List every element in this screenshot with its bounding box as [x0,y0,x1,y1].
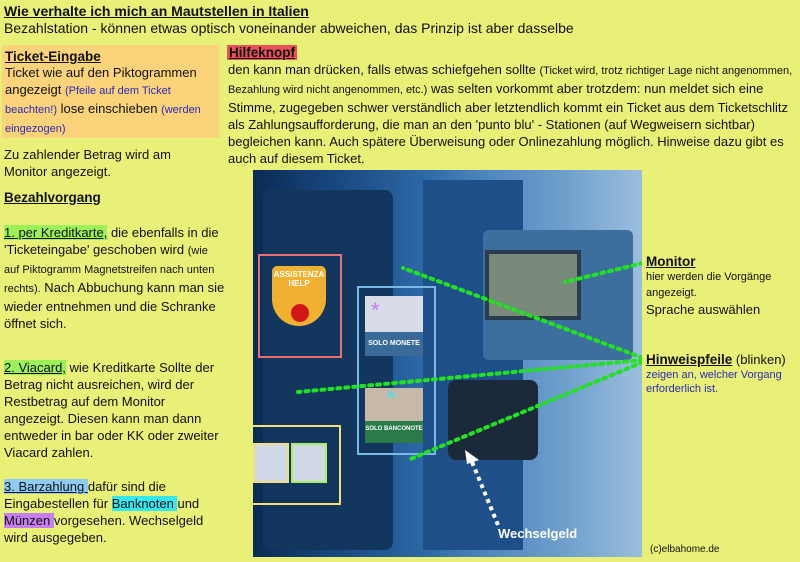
monitor-heading: Monitor [646,254,696,269]
cash-label: 3. Barzahlung [4,479,88,494]
help-text [228,61,798,167]
ticket-text: Ticket wie auf den Piktogrammen angezeigt [5,65,197,97]
page-title: Wie verhalte ich mich an Mautstellen in Italien [4,3,309,19]
coin-slot-label: SOLO MONETE [365,296,423,356]
change-pointer [470,457,498,525]
credit-card-label: 1. per Kreditkarte, [4,225,108,240]
monitor-pointer [565,263,642,282]
credit-card-text2: Nach Abbuchung kann man sie wieder entnehmen und die Schranke öffnet sich. [4,280,225,331]
payment-viacard [4,359,226,461]
cash-text3: vorgesehen. Wechselgeld wird ausgegeben. [4,513,204,545]
change-label: Wechselgeld [498,526,578,541]
banknotes-label: Banknoten [111,496,178,511]
help-button[interactable]: ASSISTENZA HELP [272,266,326,326]
banknote-slot-label: SOLO BANCONOTE [365,388,423,443]
copyright: (c)elbahome.de [650,544,720,555]
viacard-text: wie Kreditkarte Sollte der Betrag nicht ausreichen, wird der Restbetrag auf dem Monitor angezeigt. Diesen kann man dann entweder in bar oder KK oder zweiter Viacard zahlen. [4,360,219,460]
monitor-text: hier werden die Vorgänge angezeigt. [646,271,772,299]
cash-text: dafür sind die Eingabestellen für [4,479,166,511]
arrows-blink: (blinken) [732,352,786,367]
coin-asterisk-icon: * [371,298,380,323]
ticket-note2: (werden eingezogen) [5,104,201,135]
change-arrowhead-icon [465,450,479,464]
coins-label: Münzen [4,513,54,528]
help-note: (Ticket wird, trotz richtiger Lage nicht angenommen, Bezahlung wird nicht angenommen, etc.) [228,65,793,96]
arrows-text: zeigen an, welcher Vorgang erforderlich ist. [646,369,782,395]
subtitle: Bezahlstation - können etwas optisch voneinander abweichen, das Prinzip ist aber dasselbe [4,20,574,36]
ticket-heading: Ticket-Eingabe [5,49,101,64]
hint-arrow-pointer-2 [298,360,642,392]
help-heading: Hilfeknopf [229,45,295,60]
viacard-label: 2. Viacard, [4,360,66,375]
cash-text2: und [177,496,200,511]
credit-card-text: die ebenfalls in die 'Ticketeingabe' geschoben wird [4,225,219,257]
help-text1: den kann man drücken, falls etwas schiefgehen sollte [228,62,540,77]
credit-card-note: (wie auf Piktogramm Magnetstreifen nach unten rechts). [4,245,215,295]
payment-heading: Bezahlvorgang [4,190,101,205]
amount-note: Zu zahlender Betrag wird am Monitor angezeigt. [4,147,171,179]
ticket-text2: lose einschieben [56,101,162,116]
ticket-note: (Pfeile auf dem Ticket beachten!) [5,85,171,116]
payment-cash [4,478,226,546]
help-text2: was selten vorkommt aber trotzdem: nun meldet sich eine Stimme, zugegeben schwer verständlich aber letztendlich kommt ein Ticket aus dem Ticketschlitz als Zahlungsaufforderung, die man an den 'punto blu' - Stationen (auf Wegweisern sichtbar) begleichen kann. Auch spätere Überweisung oder Onlinezahlung möglich. Hinweise dazu gibt es auch auf diesem Ticket. [228,81,788,166]
ticket-box [2,45,219,138]
payment-credit-card [4,224,226,332]
arrows-heading: Hinweispfeile [646,352,733,367]
monitor-language: Sprache auswählen [646,302,761,317]
toll-machine-photo [253,170,642,557]
hint-arrow-pointer-1 [403,268,642,358]
banknote-asterisk-icon: * [387,386,396,411]
arrow-overlay [253,170,642,557]
